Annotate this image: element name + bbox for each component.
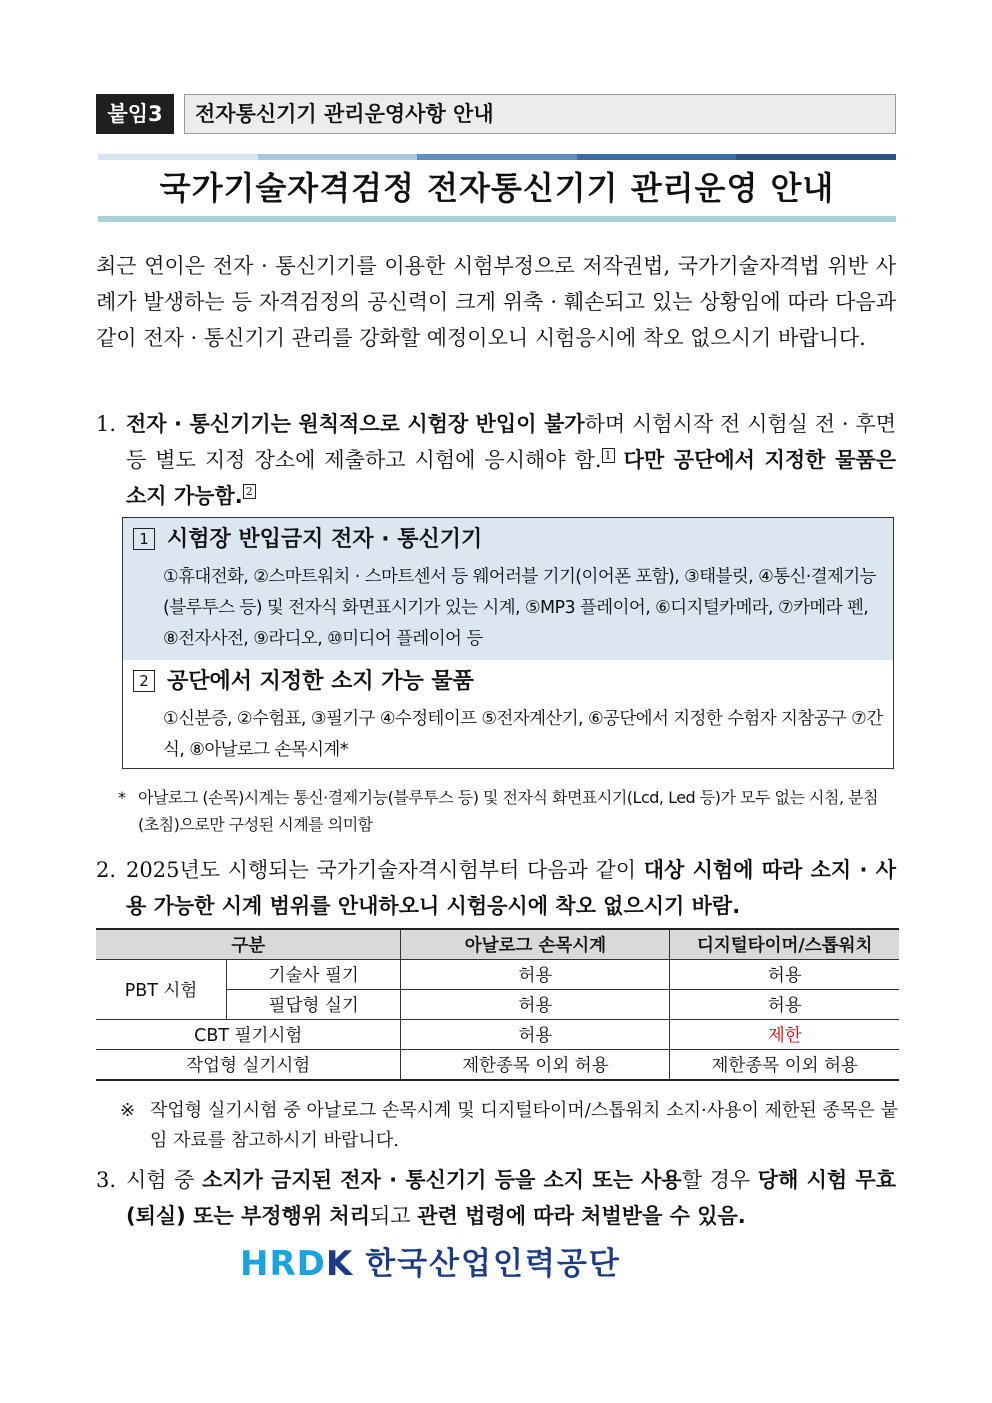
table-cell: 허용	[401, 960, 670, 990]
item-body	[126, 852, 896, 924]
box-content: ①신분증, ②수험표, ③필기구 ④수정테이프 ⑤전자계산기, ⑥공단에서 지정한 수험자 지참공구 ⑦간식, ⑧아날로그 손목시계*	[163, 709, 883, 760]
box-heading	[133, 522, 482, 558]
note-text: 작업형 실기시험 중 아날로그 손목시계 및 디지털타이머/스톱워치 소지·사용이 제한된 종목은 붙임 자료를 참고하시기 바랍니다.	[150, 1100, 898, 1151]
restricted-cell: 제한	[670, 1020, 899, 1050]
item-emphasis: 소지가 금지된 전자 · 통신기기 등을 소지 또는 사용	[202, 1168, 682, 1192]
item-text: 되고	[370, 1204, 418, 1228]
table-cell: PBT 시험	[96, 960, 227, 1020]
watch-policy-table	[96, 928, 899, 1081]
attachment-tag: 붙임3	[96, 94, 174, 134]
item-text: 시험 중	[126, 1168, 203, 1192]
item-emphasis: 관련 법령에 따라 처벌받을 수 있음.	[417, 1204, 746, 1228]
table-cell: 작업형 실기시험	[96, 1050, 401, 1081]
item-emphasis: 다만 공단에서 지정한 물품은 소지 가능함.	[126, 448, 896, 508]
intro-paragraph: 최근 연이은 전자 · 통신기기를 이용한 시험부정으로 저작권법, 국가기술자격법 위반 사례가 발생하는 등 자격검정의 공신력이 크게 위축 · 훼손되고 있는 상황임에 따라 다음과 같이 전자 · 통신기기 관리를 강화할 예정이오니 시험응시에 착오 없으시기 바랍니다.	[96, 254, 896, 350]
table-cell: 허용	[401, 990, 670, 1020]
column-header: 구분	[96, 929, 401, 960]
item-body	[126, 406, 896, 514]
item-emphasis: 전자 · 통신기기는 원칙적으로 시험장 반입이 불가	[126, 412, 585, 436]
table-cell: CBT 필기시험	[96, 1020, 401, 1050]
column-header: 디지털타이머/스톱워치	[670, 929, 899, 960]
allowed-items-box	[122, 660, 894, 769]
table-cell: 제한종목 이외 허용	[670, 1050, 899, 1081]
note-marker: ※	[120, 1100, 136, 1121]
box-heading-text: 시험장 반입금지 전자 · 통신기기	[167, 527, 483, 552]
item-1	[96, 406, 896, 514]
table-cell: 허용	[670, 960, 899, 990]
page-title: 국가기술자격검정 전자통신기기 관리운영 안내	[159, 169, 835, 207]
hrdk-logo-mark	[240, 1244, 353, 1284]
item-3	[96, 1162, 896, 1234]
note-text: 아날로그 (손목)시계는 통신·결제기능(블루투스 등) 및 전자식 화면표시기(Lcd, Led 등)가 모두 없는 시침, 분침(초침)으로만 구성된 시계를 의미함	[138, 788, 879, 834]
logo-mark-text: K	[325, 1244, 354, 1284]
attachment-header	[96, 94, 896, 134]
table-cell: 제한종목 이외 허용	[401, 1050, 670, 1081]
box-number-mark: 2	[133, 670, 155, 692]
restricted-items-note	[120, 1096, 898, 1156]
table-row	[96, 960, 899, 990]
table-header-row	[96, 929, 899, 960]
analog-watch-note	[118, 784, 898, 838]
item-emphasis: 대상 시험에 따라 소지 · 사용 가능한 시계 범위를 안내하오니 시험응시에 착오 없으시기 바람.	[126, 858, 896, 918]
footnote-ref: 1	[602, 448, 615, 463]
table-row	[96, 1020, 899, 1050]
box-heading	[133, 664, 474, 700]
logo-mark-text: HRD	[240, 1244, 326, 1284]
item-number: 3.	[96, 1168, 117, 1192]
title-bottom-rule	[98, 216, 896, 222]
table-cell: 허용	[401, 1020, 670, 1050]
note-marker: *	[118, 788, 126, 807]
item-body	[126, 1162, 896, 1234]
attachment-title: 전자통신기기 관리운영사항 안내	[184, 94, 896, 134]
table-cell: 허용	[670, 990, 899, 1020]
item-2	[96, 852, 896, 924]
box-content: ①휴대전화, ②스마트워치 · 스마트센서 등 웨어러블 기기(이어폰 포함), ③태블릿, ④통신·결제기능(블루투스 등) 및 전자식 화면표시기가 있는 시계, ⑤MP3 플레이어, ⑥디지털카메라, ⑦카메라 펜, ⑧전자사전, ⑨라디오, ⑩미디어 플레이어 등	[163, 567, 876, 649]
box-heading-text: 공단에서 지정한 소지 가능 물품	[167, 669, 474, 694]
column-header: 아날로그 손목시계	[401, 929, 670, 960]
hrdk-logo	[240, 1244, 621, 1284]
item-number: 2.	[96, 858, 117, 882]
organization-name: 한국산업인력공단	[365, 1246, 621, 1282]
banned-devices-box	[122, 517, 894, 662]
item-text: 2025년도 시행되는 국가기술자격시험부터 다음과 같이	[126, 858, 644, 882]
table-cell: 필답형 실기	[227, 990, 401, 1020]
table-row	[96, 1050, 899, 1081]
item-emphasis: 당해 시험 무효(퇴실) 또는 부정행위 처리	[126, 1168, 896, 1228]
table-cell: 기술사 필기	[227, 960, 401, 990]
item-number: 1.	[96, 412, 117, 436]
item-text: 할 경우	[681, 1168, 758, 1192]
item-text: 하며 시험시작 전 시험실 전 · 후면 등 별도 지정 장소에 제출하고 시험에 응시해야 함.	[126, 412, 896, 472]
box-number-mark: 1	[133, 528, 155, 550]
footnote-ref: 2	[243, 484, 256, 499]
